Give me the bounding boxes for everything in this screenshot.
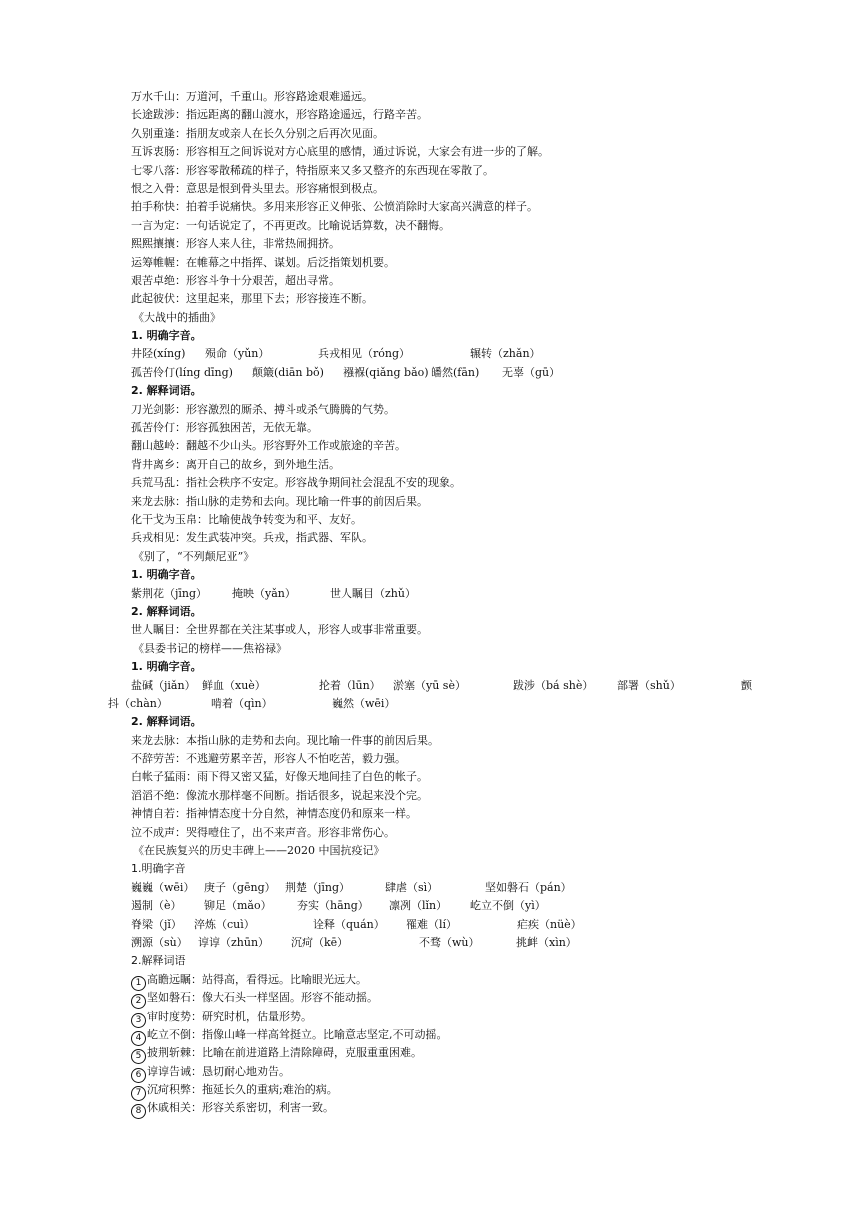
pronunciation-row (0, 879, 860, 897)
explanation-line: 刀光剑影：形容激烈的厮杀、搏斗或杀气腾腾的气势。 (131, 402, 395, 416)
lesson-title: 《县委书记的榜样——焦裕禄》 (133, 641, 287, 655)
explanation-text: 谆谆告诫：恳切耐心地劝告。 (147, 1064, 290, 1078)
pinyin-item: 夯实（hāng） (297, 899, 369, 913)
numbered-explanation (0, 1008, 860, 1026)
circled-number: 7 (131, 1086, 146, 1101)
explanation-list (0, 401, 860, 548)
explanation-line: 背井离乡：离开自己的故乡，到外地生活。 (131, 457, 340, 471)
pinyin-item: 抡着（lūn） (319, 678, 381, 692)
pinyin-item: 无辜（gū） (502, 365, 561, 379)
explanation-line: 不辞劳苦：不逃避劳累辛苦，形容人不怕吃苦，毅力强。 (131, 752, 406, 766)
idiom-list (0, 88, 860, 309)
circled-number: 4 (131, 1031, 146, 1046)
explanation-line: 泣不成声：哭得噎住了，出不来声音。形容非常伤心。 (131, 825, 395, 839)
pinyin-item: 孤苦伶仃(líng dīng) (131, 365, 233, 379)
explanation-line: 滔滔不绝：像流水那样毫不间断。指话很多，说起来没个完。 (131, 788, 428, 802)
circled-number: 3 (131, 1013, 146, 1028)
idiom-line: 长途跋涉：指远距离的翻山渡水，形容路途遥远，行路辛苦。 (131, 108, 428, 122)
pinyin-item: 颠簸(diān bǒ) (252, 365, 324, 379)
pronunciation-row (0, 897, 860, 915)
pinyin-item: 巍然（wēi） (332, 696, 396, 710)
pinyin-item: 罹难（lí） (406, 917, 458, 931)
numbered-explanation (0, 1026, 860, 1044)
pinyin-item: 肆虐（sì） (385, 880, 439, 894)
pinyin-item: 屹立不倒（yì） (470, 899, 546, 913)
explanation-line: 孤苦伶仃：形容孤独困苦，无依无靠。 (131, 421, 318, 435)
explanation-line: 白帐子猛雨：雨下得又密又猛，好像天地间挂了白色的帐子。 (131, 770, 428, 784)
explanation-line: 兵戎相见：发生武装冲突。兵戎，指武器、军队。 (131, 531, 373, 545)
circled-number: 1 (131, 976, 146, 991)
pinyin-item: 皤然(fān) (431, 365, 480, 379)
document-page (0, 88, 860, 1118)
explanation-line: 神情自若：指神情态度十分自然，神情态度仍和原来一样。 (131, 807, 417, 821)
explanation-text: 审时度势：研究时机，估量形势。 (147, 1009, 312, 1023)
pinyin-item: 诠释（quán） (313, 917, 385, 931)
pinyin-item: 鲜血（xuè） (202, 678, 266, 692)
pronunciation-heading: 1. 明确字音。 (131, 660, 202, 674)
explanation-line: 来龙去脉：指山脉的走势和去向。现比喻一件事的前因后果。 (131, 494, 428, 508)
pinyin-item: 世人瞩目（zhǔ） (330, 586, 416, 600)
explanation-text: 沉疴积弊：拖延长久的重病;难治的病。 (147, 1083, 338, 1097)
numbered-explanation-list (0, 971, 860, 1118)
pinyin-item: 脊梁（jǐ） (131, 917, 182, 931)
pinyin-item: 荆楚（jīng） (285, 880, 351, 894)
pinyin-item: 跋涉（bá shè） (513, 678, 594, 692)
circled-number: 6 (131, 1068, 146, 1083)
explanation-text: 休戚相关：形容关系密切，利害一致。 (147, 1101, 334, 1115)
pronunciation-row (0, 364, 860, 382)
pinyin-item: 辗转（zhǎn） (470, 347, 541, 361)
pinyin-item: 淤塞（yū sè） (393, 678, 466, 692)
pinyin-item: 不骛（wù） (419, 935, 480, 949)
pinyin-item: 襁褓(qiǎng bǎo) (343, 365, 429, 379)
circled-number: 2 (131, 994, 146, 1009)
idiom-line: 七零八落：形容零散稀疏的样子，特指原来又多又整齐的东西现在零散了。 (131, 163, 494, 177)
idiom-line: 运筹帷幄：在帷幕之中指挥、谋划。后泛指策划机要。 (131, 255, 395, 269)
pinyin-item: 铆足（mǎo） (204, 899, 272, 913)
pronunciation-row (0, 695, 860, 713)
idiom-line: 万水千山：万道河，千重山。形容路途艰难遥远。 (131, 90, 373, 103)
idiom-line: 拍手称快：拍着手说痛快。多用来形容正义伸张、公愤消除时大家高兴满意的样子。 (131, 200, 538, 214)
idiom-line: 久别重逢：指朋友或亲人在长久分别之后再次见面。 (131, 126, 384, 140)
explanation-heading: 2. 解释词语。 (131, 604, 202, 618)
pinyin-item: 庚子（gēng） (204, 880, 276, 894)
pinyin-item: 挑衅（xìn） (516, 935, 577, 949)
explanation-list (0, 732, 860, 842)
pinyin-item: 疟疾（nüè） (517, 917, 582, 931)
explanation-text: 披荆斩棘：比喻在前进道路上清除障碍，克服重重困难。 (147, 1046, 422, 1060)
pinyin-item: 啃着（qìn） (211, 696, 273, 710)
pinyin-item: 部署（shǔ） (617, 678, 681, 692)
idiom-line: 熙熙攘攘：形容人来人往，非常热闹拥挤。 (131, 237, 340, 251)
numbered-explanation (0, 989, 860, 1007)
explanation-heading: 2. 解释词语。 (131, 384, 202, 398)
pronunciation-row (0, 677, 860, 695)
pronunciation-row (0, 585, 860, 603)
idiom-line: 互诉衷肠：形容相互之间诉说对方心底里的感情，通过诉说，大家会有进一步的了解。 (131, 145, 549, 159)
explanation-line: 兵荒马乱：指社会秩序不安定。形容战争期间社会混乱不安的现象。 (131, 476, 461, 490)
pinyin-item: 遏制（è） (131, 899, 182, 913)
explanation-line: 化干戈为玉帛：比喻使战争转变为和平、友好。 (131, 512, 362, 526)
pinyin-item: 掩映（yǎn） (232, 586, 296, 600)
explanation-text: 高瞻远瞩：站得高，看得远。比喻眼光远大。 (147, 972, 367, 986)
idiom-line: 艰苦卓绝：形容斗争十分艰苦，超出寻常。 (131, 273, 340, 287)
explanation-line: 来龙去脉：本指山脉的走势和去向。现比喻一件事的前因后果。 (131, 733, 439, 747)
pinyin-item: 溯源（sù） (131, 935, 188, 949)
pinyin-item: 巍巍（wēi） (131, 880, 195, 894)
pinyin-item: 殒命（yǔn） (205, 347, 270, 361)
explanation-heading: 2.解释词语 (131, 954, 186, 968)
explanation-line: 世人瞩目：全世界都在关注某事或人，形容人或事非常重要。 (131, 623, 428, 637)
explanation-text: 坚如磐石：像大石头一样坚固。形容不能动摇。 (147, 991, 378, 1005)
explanation-line: 翻山越岭：翻越不少山头。形容野外工作或旅途的辛苦。 (131, 439, 406, 453)
pinyin-item: 沉疴（kē） (291, 935, 349, 949)
pinyin-item: 抖（chàn） (108, 696, 168, 710)
numbered-explanation (0, 1044, 860, 1062)
circled-number: 5 (131, 1049, 146, 1064)
explanation-text: 屹立不倒：指像山峰一样高耸挺立。比喻意志坚定,不可动摇。 (147, 1027, 448, 1041)
pinyin-item: 凛冽（lǐn） (389, 899, 448, 913)
numbered-explanation (0, 971, 860, 989)
idiom-line: 此起彼伏：这里起来，那里下去；形容接连不断。 (131, 292, 373, 306)
idiom-line: 恨之入骨：意思是恨到骨头里去。形容痛恨到极点。 (131, 181, 384, 195)
pronunciation-heading: 1.明确字音 (131, 862, 186, 876)
pinyin-item: 井陉(xíng) (131, 347, 186, 361)
pinyin-item: 紫荆花（jīng） (131, 586, 208, 600)
pronunciation-heading: 1. 明确字音。 (131, 329, 202, 343)
numbered-explanation (0, 1063, 860, 1081)
pinyin-item: 谆谆（zhūn） (198, 935, 270, 949)
pronunciation-row (0, 345, 860, 363)
pronunciation-row (0, 916, 860, 934)
pronunciation-row (0, 934, 860, 952)
pinyin-item: 兵戎相见（róng） (318, 347, 411, 361)
numbered-explanation (0, 1099, 860, 1117)
pinyin-item: 盐碱（jiǎn） (131, 678, 196, 692)
numbered-explanation (0, 1081, 860, 1099)
explanation-heading: 2. 解释词语。 (131, 715, 202, 729)
pinyin-item: 颤 (741, 678, 752, 692)
lesson-title: 《别了，“不列颠尼亚”》 (133, 549, 255, 563)
idiom-line: 一言为定：一句话说定了，不再更改。比喻说话算数，决不翻悔。 (131, 218, 450, 232)
pinyin-item: 坚如磐石（pán） (485, 880, 572, 894)
lesson-title: 《在民族复兴的历史丰碑上——2020 中国抗疫记》 (133, 844, 385, 858)
pinyin-item: 淬炼（cuì） (194, 917, 255, 931)
lesson-title: 《大战中的插曲》 (133, 310, 221, 324)
pronunciation-heading: 1. 明确字音。 (131, 568, 202, 582)
circled-number: 8 (131, 1104, 146, 1119)
